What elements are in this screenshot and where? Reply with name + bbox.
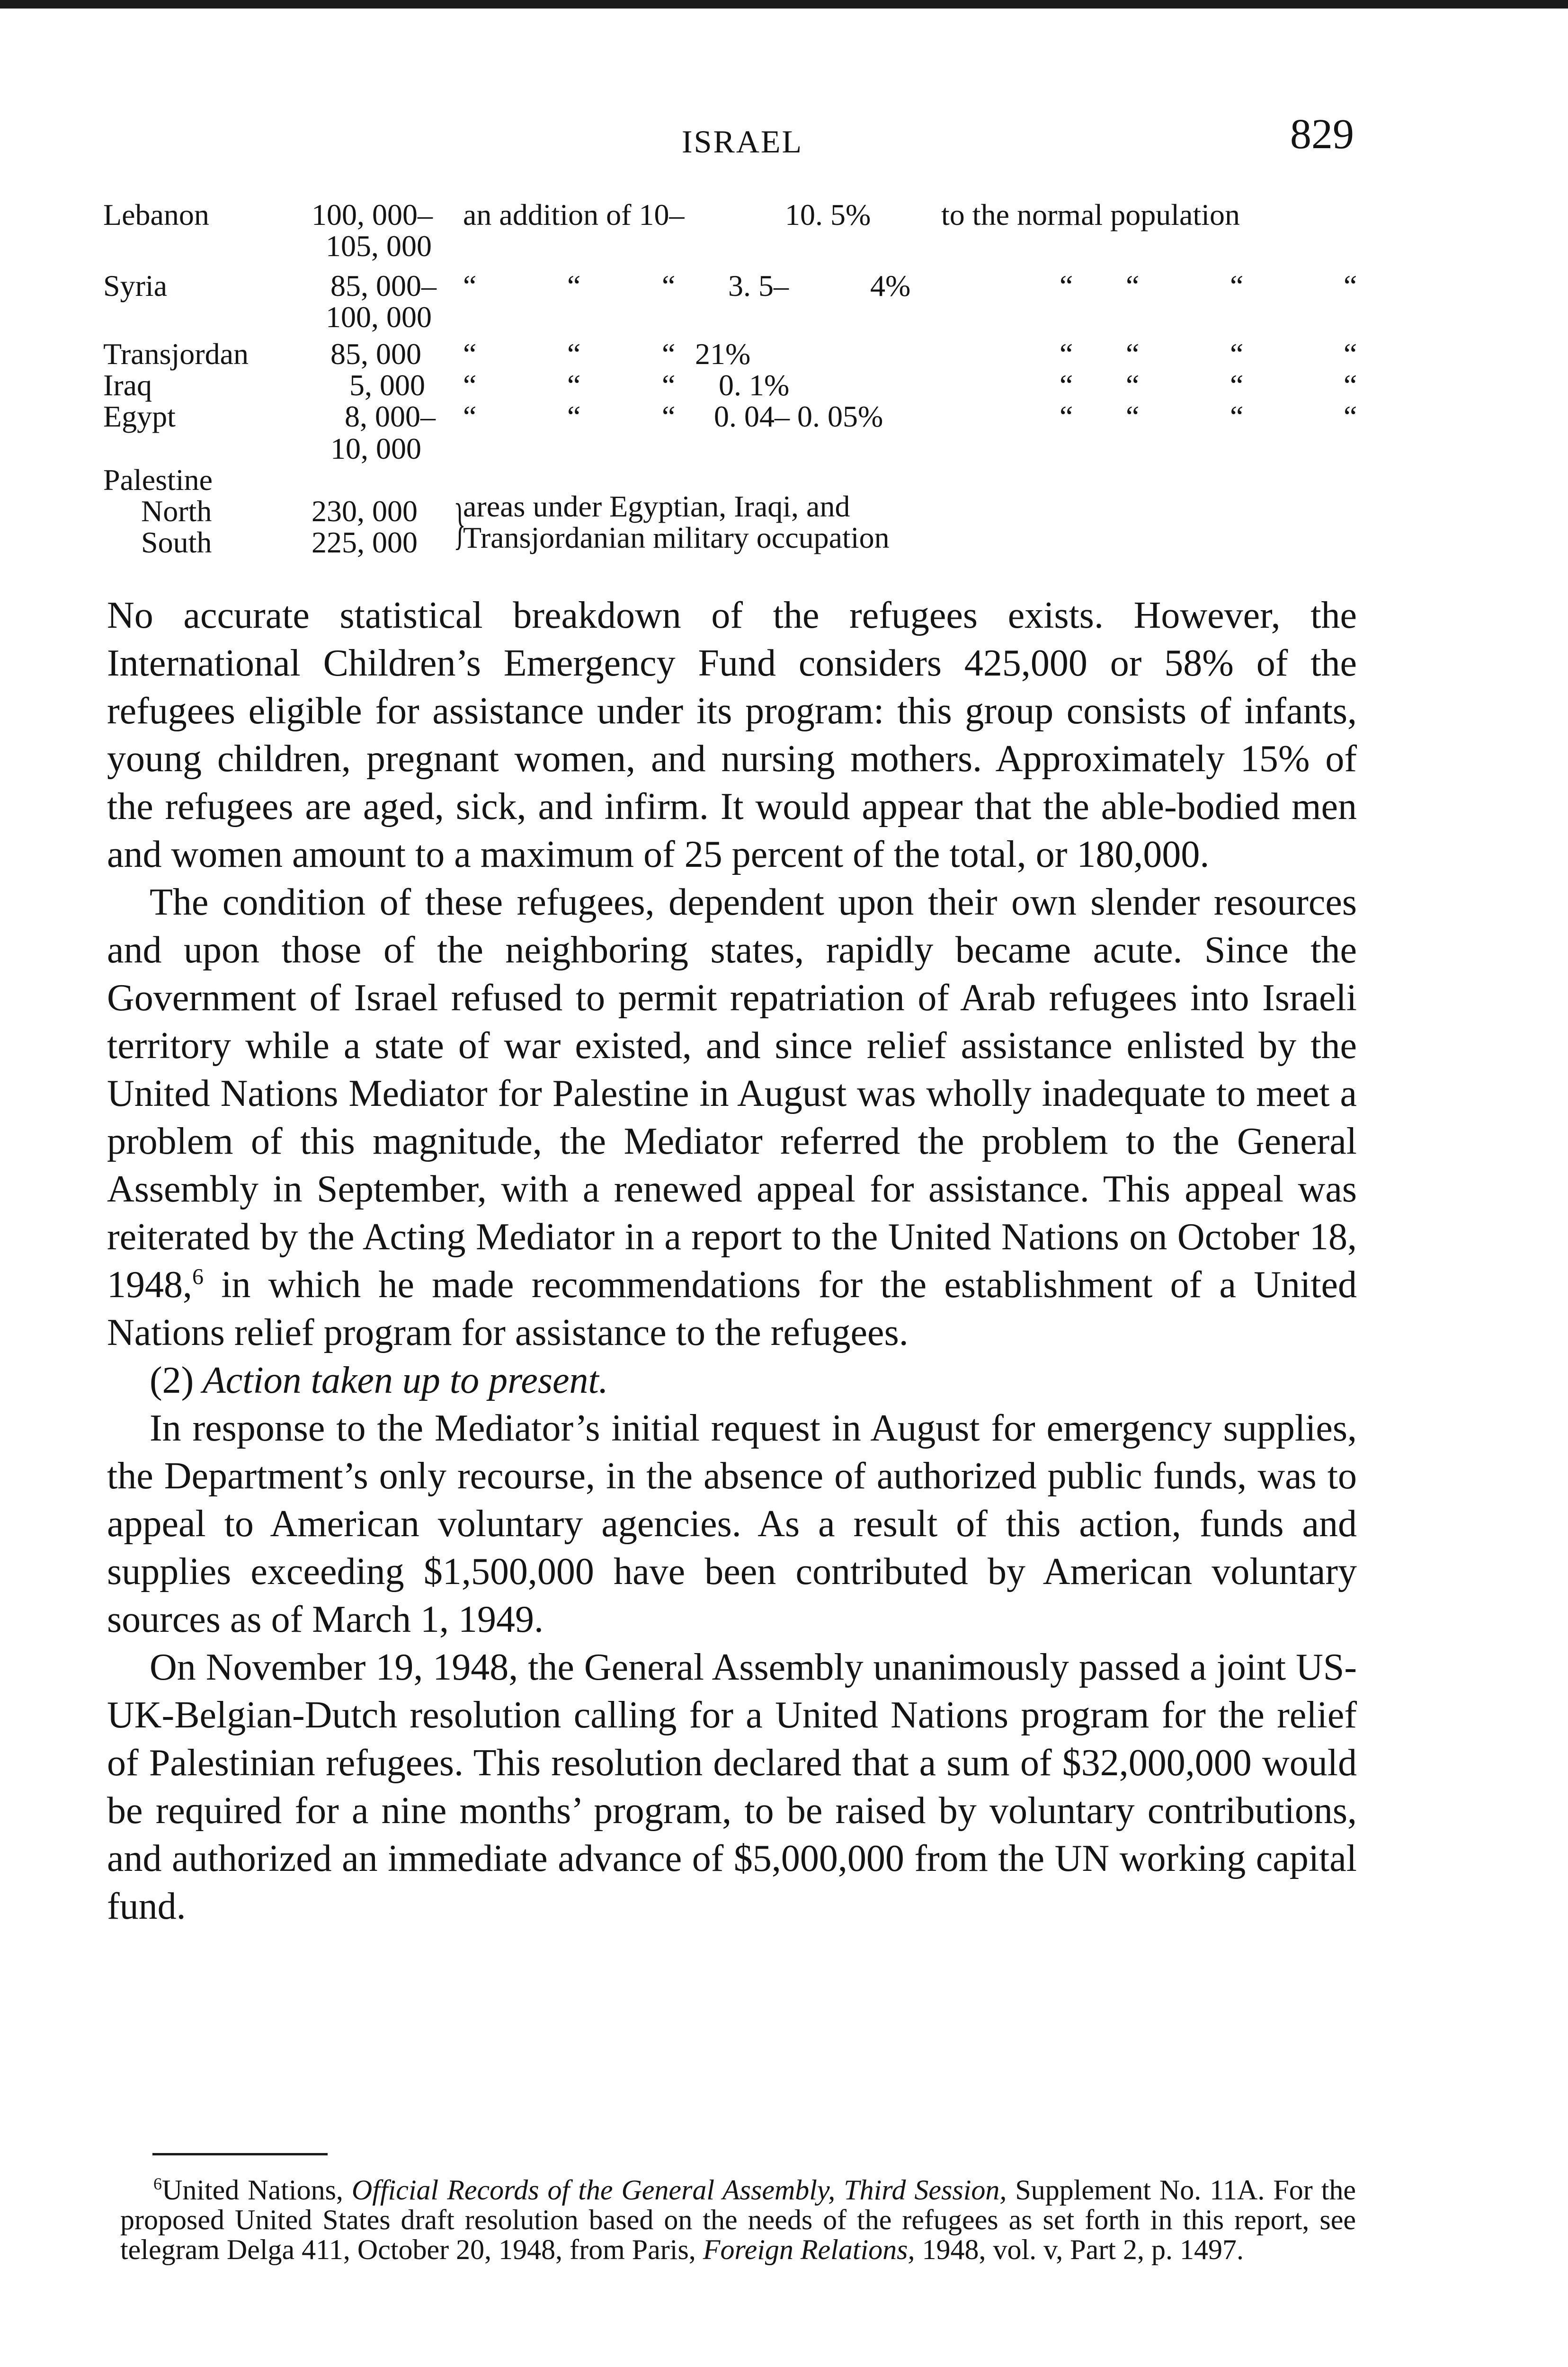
paragraph: On November 19, 1948, the General Assembly unanimously passed a joint US-UK-Belgian-Dutch resolution calling for a United Nations program for the relief of Palestinian refugees. This resolution declared that a sum of $32,000,000 would be required for a nine months’ program, to be raised by voluntary contributions, and authorized an immediate advance of $5,000,000 from the UN working capital fund. bbox=[107, 1646, 1357, 1927]
ditto-mark: “ bbox=[1344, 368, 1357, 402]
ditto-mark: “ bbox=[463, 337, 477, 371]
ditto-mark: “ bbox=[1060, 368, 1073, 402]
ditto-mark: “ bbox=[1230, 337, 1244, 371]
footnote: $^6$United Nations, Official Records of the General Assembly, Third Session, Supplement No. 11A. For the proposed United States draft resolution based on the needs of the refugees as set forth in this report, see telegram Delga 411, October 20, 1948, from Paris, Foreign Relations, 1948, vol. v, Part 2, p. 1497. bbox=[120, 2174, 1356, 2265]
ditto-mark: “ bbox=[1344, 400, 1357, 433]
ditto-mark: “ bbox=[567, 337, 581, 371]
table-row-country: Lebanon bbox=[103, 198, 209, 231]
footnote-ref: 6 bbox=[192, 1264, 204, 1290]
table-row-number-upper: 10, 000 bbox=[330, 432, 421, 465]
table-row-country: Egypt bbox=[103, 400, 176, 433]
table-row-normal: to the normal population bbox=[941, 198, 1240, 231]
running-head: ISRAEL bbox=[682, 124, 803, 160]
palestine-label: Palestine bbox=[103, 463, 213, 497]
paragraph: No accurate statistical breakdown of the refugees exists. However, the International Children’s Emergency Fund considers 425,000 or 58% of the refugees eligible for assistance under its program: this group consists of infants, young children, pregnant women, and nursing mothers. Approximately 15% of the refugees are aged, sick, and infirm. It would appear that the able-bodied men and women amount to a maximum of 25 percent of the total, or 180,000. bbox=[107, 595, 1357, 875]
ditto-mark: “ bbox=[1126, 400, 1140, 433]
ditto-mark: “ bbox=[1126, 269, 1140, 303]
table-row-country: Syria bbox=[103, 269, 168, 303]
ditto-mark: “ bbox=[1344, 269, 1357, 303]
table-row-percent: 0. 04– 0. 05% bbox=[714, 400, 883, 433]
table-row-percent: 10. 5% bbox=[785, 198, 871, 231]
paragraph: In response to the Mediator’s initial request in August for emergency supplies, the Department’s only recourse, in the absence of authorized public funds, was to appeal to American voluntary agencies. As a result of this action, funds and supplies exceeding $1,500,000 have been contributed by American voluntary sources as of March 1, 1949. bbox=[107, 1407, 1357, 1640]
footnote-rule bbox=[152, 2153, 328, 2155]
ditto-mark: “ bbox=[662, 368, 676, 402]
table-row-percent: 21% bbox=[695, 337, 751, 371]
page-header bbox=[104, 110, 1354, 162]
table-row-number-upper: 100, 000 bbox=[326, 300, 432, 334]
table-row-country: Iraq bbox=[103, 368, 152, 402]
body-text bbox=[107, 592, 1357, 1931]
table-row-number: 100, 000– bbox=[312, 198, 433, 231]
ditto-mark: “ bbox=[567, 269, 581, 303]
ditto-mark: “ bbox=[1126, 337, 1140, 371]
palestine-desc-line1: areas under Egyptian, Iraqi, and bbox=[463, 489, 850, 523]
ditto-mark: “ bbox=[662, 400, 676, 433]
ditto-mark: “ bbox=[567, 368, 581, 402]
ditto-mark: “ bbox=[1060, 337, 1073, 371]
ditto-mark: “ bbox=[662, 337, 676, 371]
ditto-mark: “ bbox=[662, 269, 676, 303]
ditto-mark: “ bbox=[1060, 269, 1073, 303]
palestine-north-number: 230, 000 bbox=[312, 494, 418, 528]
table-row-country: Transjordan bbox=[103, 337, 249, 371]
table-row-percent: 0. 1% bbox=[719, 368, 790, 402]
ditto-mark: “ bbox=[1126, 368, 1140, 402]
ditto-mark: “ bbox=[1230, 400, 1244, 433]
paragraph: The condition of these refugees, dependent upon their own slender resources and upon those of the neighboring states, rapidly became acute. Since the Government of Israel refused to permit repatriation of Arab refugees into Israeli territory while a state of war existed, and since relief assistance enlisted by the United Nations Mediator for Palestine in August was wholly inadequate to meet a problem of this magnitude, the Mediator referred the problem to the General Assembly in September, with a renewed appeal for assistance. This appeal was reiterated by the Acting Mediator in a report to the United Nations on October 18, 1948,$^6$ in which he made recommendations for the establishment of a United Nations relief program for assistance to the refugees. bbox=[107, 881, 1357, 1353]
footnote-marker: 6 bbox=[153, 2174, 162, 2193]
ditto-mark: “ bbox=[1060, 400, 1073, 433]
table-row-number: 85, 000– bbox=[330, 269, 437, 303]
palestine-desc-line2: Transjordanian military occupation bbox=[463, 521, 890, 554]
palestine-south-number: 225, 000 bbox=[312, 525, 418, 559]
refugee-table bbox=[103, 199, 1363, 568]
table-row-number: 85, 000 bbox=[330, 337, 421, 371]
ditto-mark: “ bbox=[567, 400, 581, 433]
ditto-mark: “ bbox=[1230, 368, 1244, 402]
ditto-mark: “ bbox=[463, 368, 477, 402]
palestine-south-label: South bbox=[141, 525, 212, 559]
table-row-desc: an addition of 10– bbox=[463, 198, 685, 231]
ditto-mark: “ bbox=[1344, 337, 1357, 371]
ditto-mark: “ bbox=[463, 400, 477, 433]
section-heading: (2) Action taken up to present. bbox=[150, 1360, 608, 1401]
top-border-rule bbox=[0, 0, 1568, 9]
ditto-mark: “ bbox=[1230, 269, 1244, 303]
page-number: 829 bbox=[1290, 111, 1354, 158]
table-row-percent: 3. 5– bbox=[728, 269, 789, 303]
ditto-mark: “ bbox=[463, 269, 477, 303]
palestine-north-label: North bbox=[141, 494, 212, 528]
table-row-number: 8, 000– bbox=[345, 400, 436, 433]
table-row-number-upper: 105, 000 bbox=[326, 229, 432, 263]
table-row-number: 5, 000 bbox=[349, 368, 425, 402]
brace-glyph: } bbox=[454, 492, 466, 555]
table-row-percent-upper: 4% bbox=[870, 269, 911, 303]
